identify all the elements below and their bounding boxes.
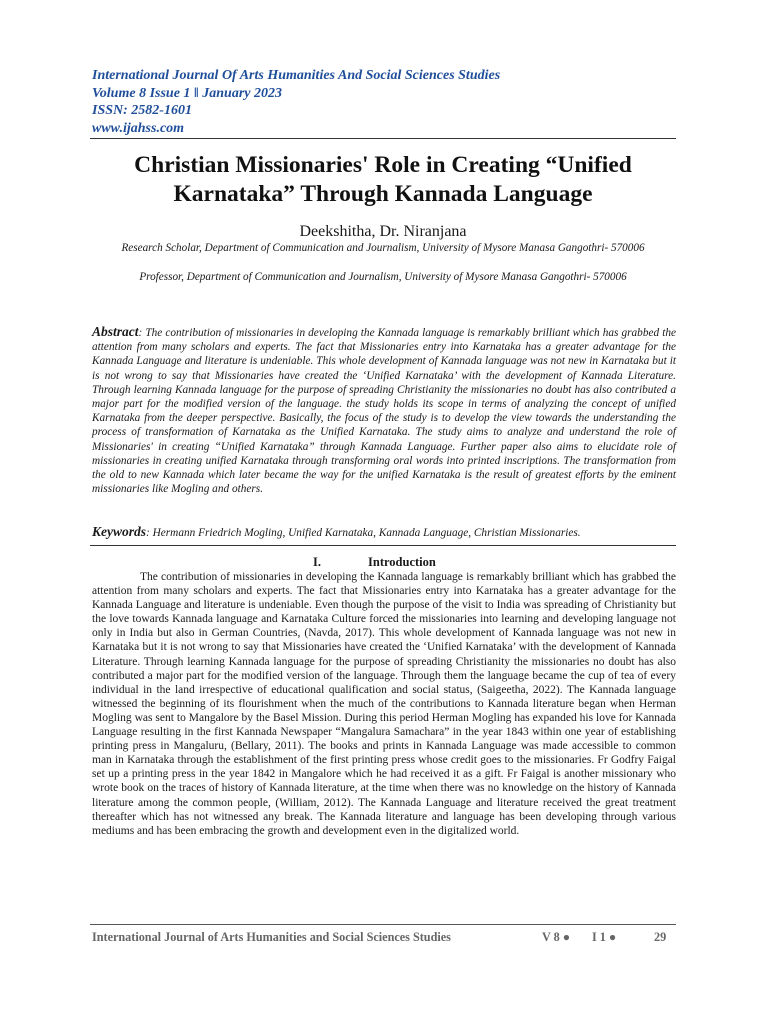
section-number: I. — [313, 555, 321, 569]
paper-title-line-1: Christian Missionaries' Role in Creating “Unified — [134, 152, 632, 178]
paper-title — [90, 151, 676, 209]
footer-page-number: 29 — [654, 930, 667, 944]
footer-journal-name: International Journal of Arts Humanities and Social Sciences Studies — [92, 930, 451, 944]
author-affiliation-1: Research Scholar, Department of Communication and Journalism, University of Mysore Manasa Gangothri- 570006 — [121, 242, 645, 254]
footer-volume: V 8 ● — [542, 930, 571, 944]
journal-issn: ISSN: 2582-1601 — [92, 103, 192, 118]
journal-volume-issue: Volume 8 Issue 1 ǁ January 2023 — [92, 85, 282, 101]
paper-title-line-2: Karnataka” Through Kannada Language — [173, 181, 593, 207]
abstract-text: : The contribution of missionaries in developing the Kannada language is remarkably brilliant which has grabbed the attention from many scholars and experts. The fact that Missionaries entry into Karnataka has a greater advantage for the Kannada Language and literature is undeniable. This whole development of Kannada language was not new in Karnataka but it is not wrong to say that Missionaries have created the ‘Unified Karnataka’ with the development of Kannada Literature. Through learning Kannada language for the purpose of spreading Christianity the missionaries no doubt has also contributed a major part for the modified version of the language. the study holds its scope in terms of analyzing the concept of unified Karnataka from the deeper perspective. Basically, the focus of the study is to develop the view towards the understanding the process of transformation of Karnataka as the Unified Karnataka. The study aims to analyze and understand the role of Missionaries' in creating “Unified Karnataka” through Kannada Language. Further paper also aims to elucidate role of missionaries in creating unified Karnataka through transforming oral words into printed inscriptions. The transformation from the old to new Kannada which later became the way for the unified Karnataka is the result of greatest efforts by the eminent missionaries like Mogling and others. — [92, 327, 676, 496]
journal-header — [92, 67, 676, 137]
keywords-text: : Hermann Friedrich Mogling, Unified Karnataka, Kannada Language, Christian Missionaries. — [146, 527, 581, 539]
section-title: Introduction — [368, 555, 436, 569]
abstract-label: Abstract — [92, 324, 139, 339]
header-divider — [90, 138, 676, 139]
journal-name: International Journal Of Arts Humanities And Social Sciences Studies — [92, 68, 501, 83]
introduction-paragraph: The contribution of missionaries in developing the Kannada language is remarkably brilliant which has grabbed the attention from many scholars and experts. The fact that Missionaries entry into Karnataka has a greater advantage for the Kannada Language and literature is undeniable. Even though the purpose of the visit to India was spreading of Christianity but the love towards Kannada language and Karnataka Culture forced the missionaries into learning and developing language not only in India but also in German Countries, (Navda, 2017). This whole development of Kannada language was not new in Karnataka but it is not wrong to say that Missionaries have created the ‘Unified Karnataka’ with the development of Kannada Literature. Through learning Kannada language for the purpose of spreading Christianity the missionaries no doubt has also contributed a major part for the modified version of the language. Through them the language became the cup of tea of every individual in the land irrespective of educational qualification and social status, (Saigeetha, 2022). The Kannada language witnessed the beginning of its flourishment when the much of the contributions to Kannada literature began when Herman Mogling was sent to Mangalore by the Basel Mission. During this period Herman Mogling has expanded his love for Kannada Language resulting in the first Kannada Newspaper “Mangalura Samachara” in the year 1843 within one year of establishing printing press in Mangaluru, (Bellary, 2011). The books and prints in Kannada Language was made accessible to common man in Karnataka through the establishment of the first printing press whose credit goes to the missionaries. Fr Godfry Faigal set up a printing press in the year 1842 in Mangalore which he had received it as a gift. Fr Faigal is another missionary who wrote book on the traces of history of Kannada literature, at the time when there was no knowledge on the history of Kannada literature among the common people, (William, 2012). The Kannada Language and literature received the great treatment thereafter which has not witnessed any break. The Kannada literature and language has been developing through various mediums and has been embracing the growth and development even in the digitalized world. — [92, 571, 676, 837]
keywords-label: Keywords — [92, 524, 146, 539]
abstract — [92, 325, 676, 496]
journal-url[interactable]: www.ijahss.com — [92, 120, 185, 136]
author-affiliation-2: Professor, Department of Communication and Journalism, University of Mysore Manasa Gangothri- 570006 — [139, 271, 627, 283]
footer-issue: I 1 ● — [592, 930, 617, 944]
keywords-divider — [90, 545, 676, 546]
keywords — [92, 524, 676, 541]
paper-authors: Deekshitha, Dr. Niranjana — [299, 223, 467, 240]
footer-divider — [90, 924, 676, 925]
